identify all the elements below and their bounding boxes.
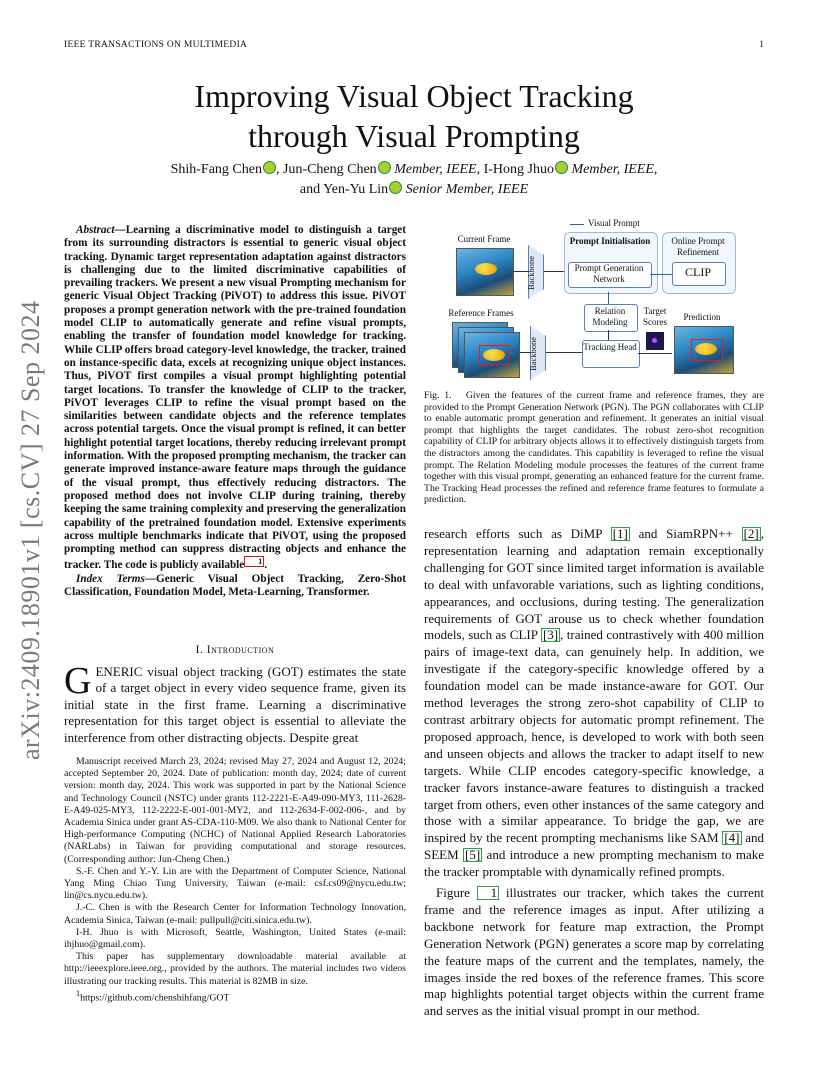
- prediction-label: Prediction: [683, 312, 721, 322]
- arrow-icon: [650, 274, 672, 275]
- arxiv-stamp: arXiv:2409.18901v1 [cs.CV] 27 Sep 2024: [16, 300, 45, 760]
- figure-caption: [424, 390, 764, 506]
- author-name: Jun-Cheng Chen: [282, 162, 377, 177]
- target-box: [479, 345, 509, 365]
- prediction-box: [691, 339, 723, 361]
- footnote: This paper has supplementary downloadable material available at http://ieeexplore.ieee.org., provided by the authors. The material includes two videos illustrating our tracking results. This material is 82MB in size.: [64, 951, 406, 987]
- pgn-label: Prompt Generation Network: [574, 263, 644, 284]
- index-terms-label: Index Terms: [76, 572, 145, 585]
- title-line-2: through Visual Prompting: [248, 118, 580, 154]
- footnote: J.-C. Chen is with the Research Center for Information Technology Innovation, Academia Sinica, Taiwan (e-mail: pullpull@citi.sinica.edu.tw).: [64, 902, 406, 926]
- citation-link[interactable]: [5]: [465, 847, 481, 863]
- author-role: Senior Member, IEEE: [405, 182, 529, 197]
- score-peak-icon: [652, 338, 657, 343]
- author-name: Yen-Yu Lin: [323, 182, 389, 197]
- arrow-icon: [546, 352, 582, 353]
- footnote-mark: 1: [76, 988, 81, 998]
- clip-label: CLIP: [684, 265, 711, 279]
- fish-icon: [475, 263, 497, 275]
- reference-frames-label: Reference Frames: [448, 308, 514, 318]
- orcid-icon[interactable]: [389, 181, 402, 194]
- online-refinement-label: Online Prompt Refinement: [671, 236, 725, 257]
- paragraph: [424, 885, 764, 1020]
- citation-link[interactable]: [1]: [612, 526, 628, 541]
- section-number: I.: [195, 644, 204, 656]
- author-and: and: [299, 182, 321, 197]
- author-list: Shih-Fang Chen , Jun-Cheng Chen Member, IEEE, I-Hong Jhuo Member, IEEE, and Yen-Yu Lin Senior Member, IEEE: [170, 162, 658, 197]
- abstract-label: Abstract: [76, 224, 115, 236]
- text-run: , representation learning and adaptation remain exceptionally challenging for GOT since limited target information is available to deal with unfavorable variations, such as lighting conditions, appearances, and occlusions, during testing. The generalization requirements of GOT arouse us to check whether foundation models, such as CLIP: [424, 526, 764, 643]
- footnote: Manuscript received March 23, 2024; revised May 27, 2024 and August 12, 2024; accepted September 20, 2024. Date of publication: month day, 2024; date of current version: month day, 2024. This work was supported in part by the National Science and Technology Council (NSTC) under grants 112-2221-E-A49-090-MY3, 111-2628-E-A49-025-MY3, 112-2222-E-001-001-MY2, and 112-2634-F-002-006-, and by Academia Sinica under grant AS-CDA-110-M09. We also thank to National Center for High-performance Computing (NCHC) of National Applied Research Laboratories (NARLabs) in Taiwan for providing computational and storage resources. (Corresponding author: Jun-Cheng Chen.): [64, 756, 406, 865]
- code-url[interactable]: https://github.com/chenshihfang/GOT: [80, 992, 230, 1004]
- figure-link[interactable]: 1: [477, 886, 500, 900]
- footnote-link[interactable]: 1: [244, 556, 264, 567]
- dropcap: G: [64, 660, 92, 702]
- author-name: Shih-Fang Chen: [170, 162, 262, 177]
- tracking-head-label: Tracking Head: [583, 342, 637, 352]
- paper-title: [0, 76, 828, 156]
- target-scores-label: Target Scores: [643, 306, 667, 327]
- right-column-body: [424, 526, 764, 1024]
- figure-1: [424, 216, 764, 386]
- footnotes: [64, 756, 406, 1004]
- citation-link[interactable]: [4]: [724, 830, 740, 846]
- backbone-label: Backbone: [526, 256, 536, 290]
- text-run: Figure: [436, 885, 477, 901]
- page-number: 1: [759, 40, 764, 50]
- intro-text: ENERIC visual object tracking (GOT) estimates the state of a target object in every video sequence frame, given its initial state in the first frame. Learning a discriminative representation for this target object is essential to alleviate the interference from other distracting objects. Despite great: [64, 664, 406, 745]
- backbone-label: Backbone: [528, 337, 538, 371]
- prediction-image: [674, 326, 734, 374]
- title-line-1: Improving Visual Object Tracking: [194, 78, 634, 114]
- author-role: Member, IEEE: [394, 162, 477, 177]
- code-footnote: [64, 988, 406, 1004]
- section-heading: [64, 644, 406, 656]
- caption-label: Fig. 1.: [424, 390, 452, 401]
- caption-text: Given the features of the current frame and reference frames, they are provided to the Prompt Generation Network (PGN). The PGN collaborates with CLIP to enable automatic prompt generation and refinement. It generates an initial visual prompt that highlights the target candidates. The robust zero-shot recognition capability of CLIP for arbitrary objects allows it to effectively distinguish targets from the distractors among the candidates. This capability is leveraged to refine the visual prompt. The Relation Modeling module processes the features of the current frame together with this visual prompt, generating an enhanced feature for the current frame. The Tracking Head processes the refined and reference frame features to formulate a prediction.: [424, 390, 764, 506]
- text-run: and introduce a new prompting mechanism to make the tracker promptable with dynamically refined prompts.: [424, 847, 764, 880]
- text-run: and SEEM: [424, 830, 764, 863]
- text-run: , trained contrastively with 400 million pairs of image-text data, can genuinely help. In addition, we investigate if the category-specific knowledge offered by a foundation model can be made instance-aware for GOT. Our method leverages the strong zero-shot capability of CLIP to contrast arbitrary objects for automatic prompt refinement. The proposed approach, hence, is developed to work with both seen and unseen objects and allows the tracker to adapt itself to new targets. While CLIP encodes category-specific knowledge, a tracker favors instance-aware features to distinguish a tracked target from others, even other instances of the same category and those with a similar appearance. To bridge the gap, we are inspired by the recent prompting mechanisms like SAM: [424, 627, 764, 846]
- reference-frame-image: [464, 332, 520, 378]
- text-run: illustrates our tracker, which takes the current frame and the reference images as input. After utilizing a backbone network for feature map extraction, the Prompt Generation Network (PGN) generates a score map by correlating the feature maps of the current and the templates, namely, the images inside the red boxes of the reference frames. This score map highlights potential target objects within the current frame and serves as the initial visual prompt in our method.: [424, 885, 764, 1019]
- orcid-icon[interactable]: [378, 161, 391, 174]
- text-run: research efforts such as DiMP: [424, 526, 611, 541]
- arrow-icon: [608, 292, 609, 304]
- score-map: [646, 332, 664, 350]
- index-terms-text: Generic Visual Object Tracking, Zero-Shot Classification, Foundation Model, Meta-Learning, Transformer.: [64, 572, 406, 599]
- footnote: I-H. Jhuo is with Microsoft, Seattle, Washington, United States (e-mail: ihjhuo@gmail.com).: [64, 926, 406, 951]
- abstract-text: Learning a discriminative model to distinguish a target from its surrounding distractors is essential to generic visual object tracking. Dynamic target representation adaptation against distractors is challenging due to the limited discriminative capabilities of prevailing trackers. We present a new visual Prompting mechanism for generic Visual Object Tracking (PiVOT) to address this issue. PiVOT proposes a prompt generation network with the pre-trained foundation model CLIP to automatically generate and refine visual prompts, enabling the transfer of foundation model knowledge for tracking. While CLIP offers broad category-level knowledge, the tracker, trained on instance-specific data, excels at recognizing unique object instances. Thus, PiVOT first compiles a visual prompt highlighting potential target locations. To transfer the knowledge of CLIP to the tracker, PiVOT leverages CLIP to refine the visual prompt based on the similarities between candidate objects and the reference templates across potential targets. Once the visual prompt is refined, it can better highlight potential target locations, thereby reducing irrelevant prompt information. With the proposed prompting mechanism, the tracker can generate improved instance-aware feature maps through the guidance of the visual prompt, thus effectively reducing distractors. The proposed method does not involve CLIP during training, thereby keeping the same training complexity and preserving the generalization capability of the pretrained foundation model. Extensive experiments across multiple benchmarks indicate that PiVOT, using the proposed prompting method can suppress distracting objects and enhance the tracker. The code is publicly available: [64, 224, 406, 572]
- legend-arrow-icon: [570, 224, 584, 225]
- footnote: S.-F. Chen and Y.-Y. Lin are with the Department of Computer Science, National Yang Ming Chiao Tung University, Taiwan (e-mail: csf.cs09@nycu.edu.tw; lin@cs.nycu.edu.tw).: [64, 865, 406, 902]
- arrow-icon: [544, 271, 564, 272]
- orcid-icon[interactable]: [263, 161, 276, 174]
- arrow-icon: [638, 353, 672, 354]
- author-role: Member, IEEE: [571, 162, 654, 177]
- orcid-icon[interactable]: [555, 161, 568, 174]
- paragraph: [424, 526, 764, 881]
- arrow-icon: [608, 330, 609, 340]
- current-frame-label: Current Frame: [457, 234, 511, 244]
- journal-header: IEEE TRANSACTIONS ON MULTIMEDIA: [64, 40, 248, 50]
- author-name: I-Hong Jhuo: [483, 162, 554, 177]
- intro-paragraph: [64, 660, 406, 746]
- section-title: Introduction: [206, 644, 275, 656]
- abstract-end: .: [264, 559, 268, 572]
- text-run: and SiamRPN++: [629, 526, 742, 541]
- legend-label: Visual Prompt: [588, 218, 640, 228]
- abstract: Abstract—Learning a discriminative model to distinguish a target from its surrounding distractors is essential to generic visual object tracking. Dynamic target representation adaptation against distractors is challenging due to the limited discriminative capabilities of prevailing trackers. We present a new visual Prompting mechanism for generic Visual Object Tracking (PiVOT) to address this issue. PiVOT proposes a prompt generation network with the pre-trained foundation model CLIP to automatically generate and refine visual prompts, enabling the transfer of foundation model knowledge for tracking. While CLIP offers broad category-level knowledge, the tracker, trained on instance-specific data, excels at recognizing unique object instances. Thus, PiVOT first compiles a visual prompt highlighting potential target locations. To transfer the knowledge of CLIP to the tracker, PiVOT leverages CLIP to refine the visual prompt based on the similarities between candidate objects and the reference templates across potential targets. Once the visual prompt is refined, it can better highlight potential target locations, thereby reducing irrelevant prompt information. With the proposed prompting mechanism, the tracker can generate improved instance-aware feature maps through the guidance of the visual prompt, thus effectively reducing distractors. The proposed method does not involve CLIP during training, thereby keeping the same training complexity and preserving the generalization capability of the pretrained foundation model. Extensive experiments across multiple benchmarks indicate that PiVOT, using the proposed prompting method can suppress distracting objects and enhance the tracker. The code is publicly available 1 . Index Terms—Generic Visual Object Tracking, Zero-Shot Classification, Foundation Model, Meta-Learning, Transformer.: [64, 224, 406, 599]
- citation-link[interactable]: [2]: [743, 526, 759, 541]
- prompt-init-label: Prompt Initialisation: [569, 236, 651, 246]
- citation-link[interactable]: [3]: [542, 627, 559, 643]
- relation-modeling-label: Relation Modeling: [592, 306, 628, 327]
- current-frame-image: [456, 248, 514, 296]
